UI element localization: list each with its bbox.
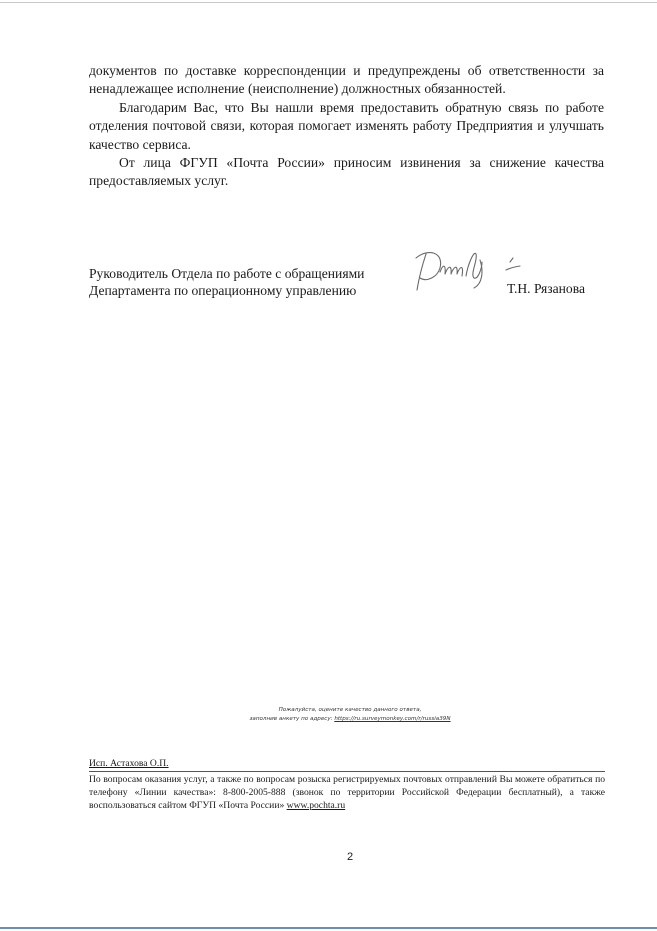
position-line-2: Департамента по операционному управлению (89, 283, 357, 298)
signer-name: Т.Н. Рязанова (507, 281, 585, 296)
paragraph-3: От лица ФГУП «Почта России» приносим извинения за снижение качества предоставляемых услуг. (89, 155, 604, 189)
survey-line-2 (200, 715, 500, 724)
top-edge-line (0, 2, 657, 3)
position-line-1: Руководитель Отдела по работе с обращениями (89, 266, 365, 281)
paragraph-1: документов по доставке корреспонденции и предупреждены об ответственности за ненадлежащее исполнение (неисполнение) должностных обязанностей. (89, 63, 604, 97)
page-number: 2 (346, 851, 354, 863)
survey-line-2-text: заполнив анкету по адресу: (249, 716, 335, 722)
paragraph-2: Благодарим Вас, что Вы нашли время предоставить обратную связь по работе отделения почтовой связи, которая помогает изменять работу Предприятия и улучшать качество сервиса. (89, 99, 604, 152)
executor-label: Исп. Астахова О.П. (89, 758, 169, 769)
footer-divider (89, 771, 605, 772)
letter-body (89, 62, 604, 191)
survey-request (200, 706, 500, 724)
footer-note (89, 757, 605, 812)
website-link[interactable]: www.pochta.ru (286, 800, 346, 811)
survey-line-1: Пожалуйста, оцените качество данного ответа, (278, 707, 422, 713)
footer-text (89, 773, 605, 812)
bottom-edge-line (0, 927, 657, 929)
footer-note-text: По вопросам оказания услуг, а также по вопросам розыска регистрируемых почтовых отправлений Вы можете обратиться по телефону «Линии качества»: 8-800-2005-888 (звонок по территории Российской Федерации бесплатный), а также воспользоваться сайтом ФГУП «Почта России» (89, 774, 605, 811)
survey-link[interactable]: https://ru.surveymonkey.com/r/russia39N (334, 716, 451, 722)
signer-position (89, 265, 364, 299)
